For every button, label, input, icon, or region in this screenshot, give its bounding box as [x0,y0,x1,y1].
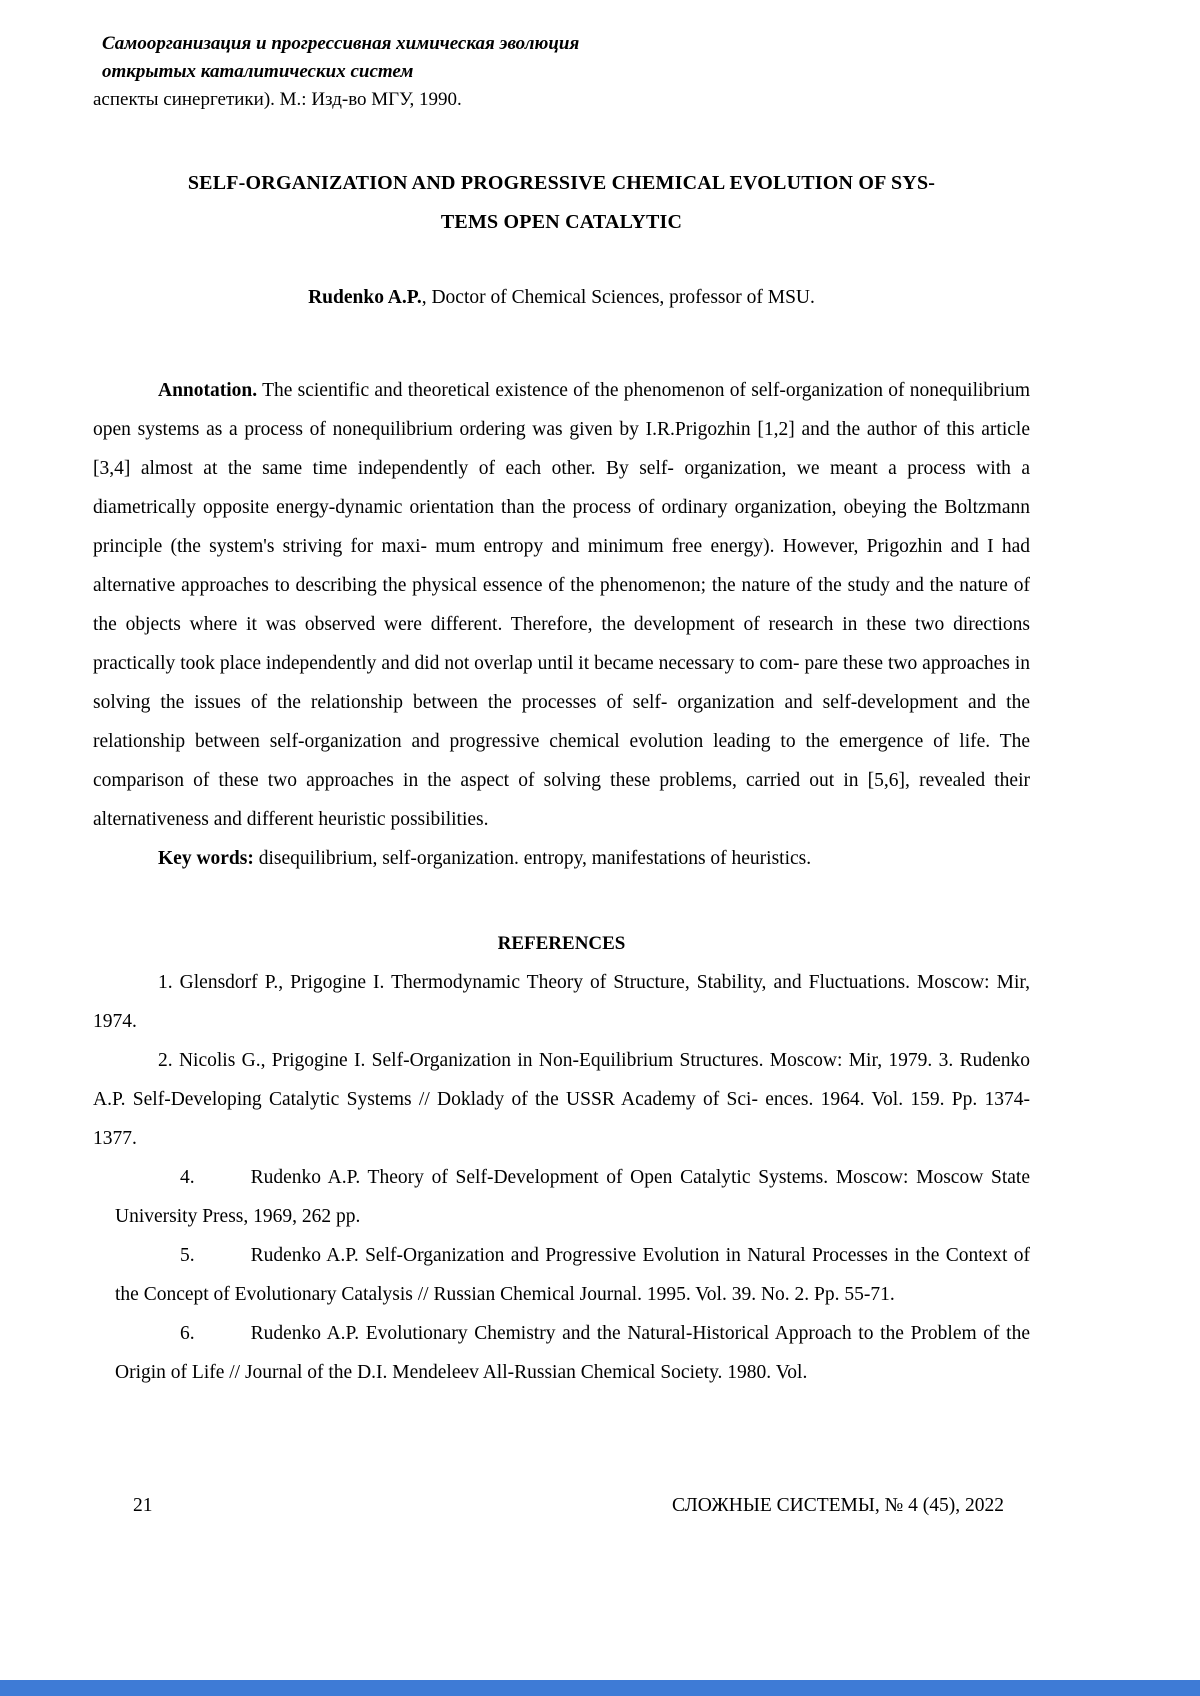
reference-item-6 [115,1314,1030,1392]
reference-item-2-3: 2. Nicolis G., Prigogine I. Self-Organization in Non-Equilibrium Structures. Moscow: Mir, 1979. 3. Rudenko A.P. Self-Developing Catalytic Systems // Doklady of the USSR Academy of Sci- ences. 1964. Vol. 159. Pp. 1374-1377. [93,1050,1030,1149]
keywords-text: disequilibrium, self-organization. entropy, manifestations of heuristics. [253,848,812,869]
author-affiliation: , Doctor of Chemical Sciences, professor of MSU. [421,287,815,308]
annotation-text: The scientific and theoretical existence of the phenomenon of self-organization of nonequilibrium open systems as a process of nonequilibrium ordering was given by I.R.Prigozhin [1,2] and the author of this article [3,4] almost at the same time independently of each other. By self- organization, we meant a process with a diametrically opposite energy-dynamic orientation than the process of ordinary organization, obeying the Boltzmann principle (the system's striving for maxi- mum entropy and minimum free energy). However, Prigozhin and I had alternative approaches to describing the physical essence of the phenomenon; the nature of the study and the nature of the objects where it was observed were different. Therefore, the development of research in these two directions practically took place independently and did not overlap until it became necessary to com- pare these two approaches in solving the issues of the relationship between the processes of self- organization and self-development and the relationship between self-organization and progressive chemical evolution leading to the emergence of life. The comparison of these two approaches in the aspect of solving these problems, carried out in [5,6], revealed their alternativeness and different heuristic possibilities. [93,380,1030,830]
reference-item-4 [115,1158,1030,1236]
reference-item-5 [115,1236,1030,1314]
article-title-line1: SELF-ORGANIZATION AND PROGRESSIVE CHEMICAL EVOLUTION OF SYS- [187,172,936,194]
citation-title-line1: Самоорганизация и прогрессивная химическая эволюция [102,33,580,54]
page-number: 21 [133,1495,153,1516]
keywords-label: Key words: [158,848,254,869]
keywords-paragraph [93,839,1030,878]
page-footer [133,1486,1004,1525]
header-citation [93,30,1030,114]
reference-number: 4. [180,1167,195,1188]
reference-text: Rudenko A.P. Theory of Self-Development of Open Catalytic Systems. Moscow: Moscow State University Press, 1969, 262 pp. [115,1167,1030,1227]
author-line [93,278,1030,317]
annotation-paragraph [93,371,1030,839]
annotation-label: Annotation. [158,380,258,401]
article-title [93,164,1030,242]
reference-text: Rudenko A.P. Evolutionary Chemistry and the Natural-Historical Approach to the Problem of the Origin of Life // Journal of the D.I. Mendeleev All-Russian Chemical Society. 1980. Vol. [115,1323,1030,1383]
reference-number: 6. [180,1323,195,1344]
citation-publisher-line: аспекты синергетики). М.: Изд-во МГУ, 1990. [93,89,462,110]
references-heading: REFERENCES [497,933,626,954]
reference-number: 5. [180,1245,195,1266]
reference-text: Rudenko A.P. Self-Organization and Progressive Evolution in Natural Processes in the Context of the Concept of Evolutionary Catalysis // Russian Chemical Journal. 1995. Vol. 39. No. 2. Pp. 55-71. [115,1245,1030,1305]
journal-citation: СЛОЖНЫЕ СИСТЕМЫ, № 4 (45), 2022 [671,1495,1004,1516]
reference-item-1: 1. Glensdorf P., Prigogine I. Thermodynamic Theory of Structure, Stability, and Fluctuations. Moscow: Mir, 1974. [93,972,1030,1032]
author-name: Rudenko A.P. [308,287,422,308]
article-title-line2: TEMS OPEN CATALYTIC [440,211,683,233]
citation-title-line2: открытых каталитических систем [102,61,414,82]
bottom-blue-bar [0,1680,1200,1696]
